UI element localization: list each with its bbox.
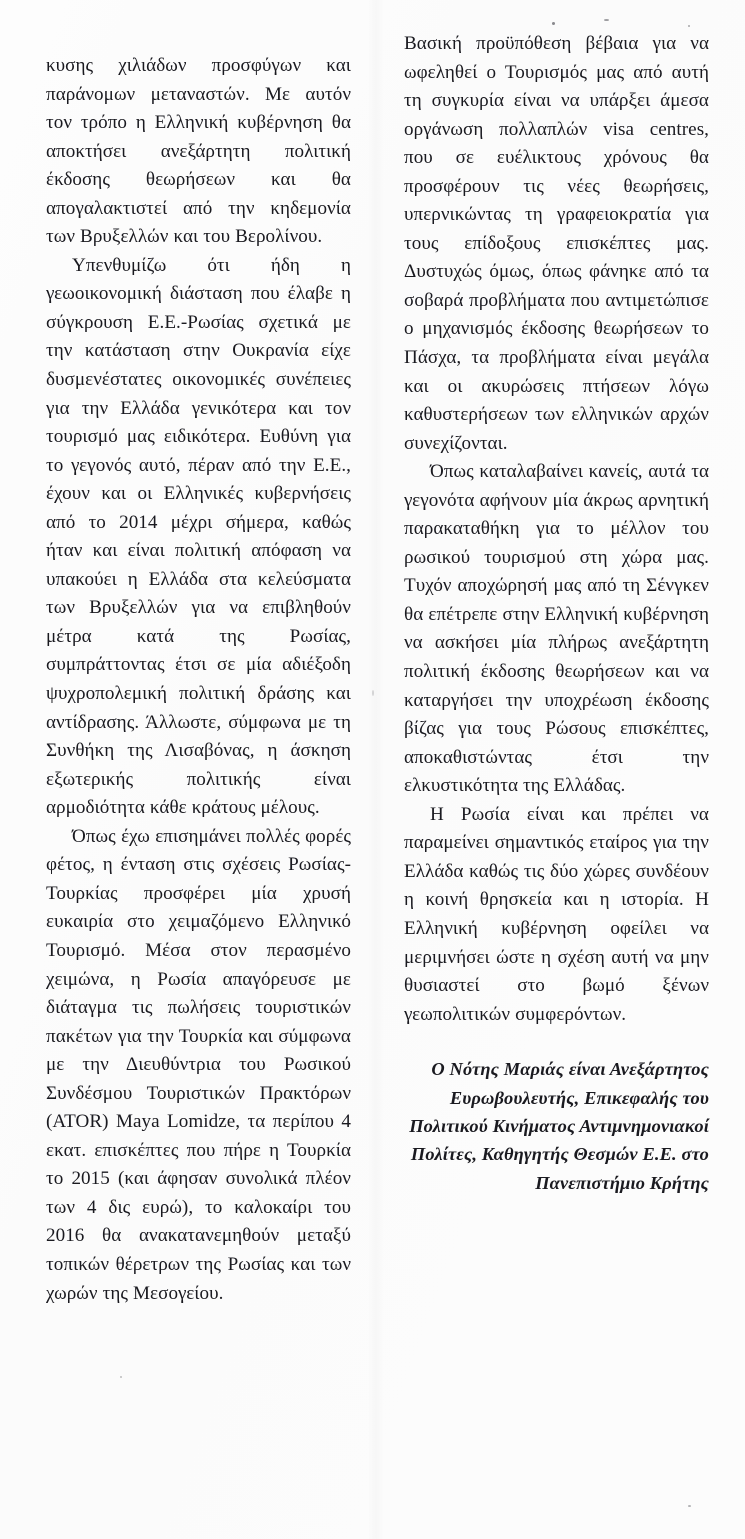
paragraph: Όπως καταλαβαίνει κανείς, αυτά τα γεγονότα αφήνουν μία άκρως αρνητική παρακαταθήκη για το μέλλον του ρωσικού τουρισμού στη χώρα μας. Τυχόν αποχώρησή μας από τη Σένγκεν θα επέτρεπε στην Ελληνική κυβέρνηση να ασκήσει μία πλήρως ανεξάρτητη πολιτική έκδοσης θεωρήσεων και να καταργήσει την υποχρέωση έκδοσης βίζας για τους Ρώσους επισκέπτες, αποκαθιστώντας έτσι την ελκυστικότητα της Ελλάδας.: [404, 461, 709, 797]
paragraph: Βασική προϋπόθεση βέβαια για να ωφεληθεί ο Τουρισμός μας από αυτή τη συγκυρία είναι να υπάρξει άμεσα οργάνωση πολλαπλών visa centres, που σε ευέλικτους χρόνους θα προσφέρουν τις νέες θεωρήσεις, υπερνικώντας τη γραφειοκρατία για τους επίδοξους επισκέπτες μας. Δυστυχώς όμως, όπως φάνηκε από τα σοβαρά προβλήματα που αντιμετώπισε ο μηχανισμός έκδοσης θεωρήσεων το Πάσχα, τα προβλήματα είναι μεγάλα και οι ακυρώσεις πτήσεων λόγω καθυστερήσεων των ελληνικών αρχών συνεχίζονται.: [404, 33, 709, 454]
left-column: [46, 52, 351, 1308]
paragraph: Υπενθυμίζω ότι ήδη η γεωοικονομική διάσταση που έλαβε η σύγκρουση Ε.Ε.-Ρωσίας σχετικά με την κατάσταση στην Ουκρανία είχε δυσμενέστατες οικονομικές συνέπειες για την Ελλάδα γενικότερα και τον τουρισμό μας ειδικότερα. Ευθύνη για το γεγονός αυτό, πέραν από την Ε.Ε., έχουν και οι Ελληνικές κυβερνήσεις από το 2014 μέχρι σήμερα, καθώς ήταν και είναι πολιτική απόφαση να υπακούει η Ελλάδα στα κελεύσματα των Βρυξελλών για να επιβληθούν μέτρα κατά της Ρωσίας, συμπράττοντας έτσι σε μία αδιέξοδη ψυχροπολεμική πολιτική δράσης και αντίδρασης. Άλλωστε, σύμφωνα με τη Συνθήκη της Λισαβόνας, η άσκηση εξωτερικής πολιτικής είναι αρμοδιότητα κάθε κράτους μέλους.: [46, 254, 351, 819]
paragraph: Όπως έχω επισημάνει πολλές φορές φέτος, η ένταση στις σχέσεις Ρωσίας-Τουρκίας προσφέρει μία χρυσή ευκαιρία στο χειμαζόμενο Ελληνικό Τουρισμό. Μέσα στον περασμένο χειμώνα, η Ρωσία απαγόρευσε με διάταγμα τις πωλήσεις τουριστικών πακέτων για την Τουρκία και σύμφωνα με την Διευθύντρια του Ρωσικού Συνδέσμου Τουριστικών Πρακτόρων (ATOR) Maya Lomidze, τα περίπου 4 εκατ. επισκέπτες που πήρε η Τουρκία το 2015 (και άφησαν συνολικά πλέον των 4 δις ευρώ), το καλοκαίρι του 2016 θα ανακατανεμηθούν μεταξύ τοπικών θέρετρων της Ρωσίας και των χωρών της Μεσογείου.: [46, 825, 351, 1304]
author-bio: Ο Νότης Μαριάς είναι Ανεξάρτητος Ευρωβουλευτής, Επικεφαλής του Πολιτικού Κινήματος Αντιμνημονιακοί Πολίτες, Καθηγητής Θεσμών Ε.Ε. στο Πανεπιστήμιο Κρήτης: [409, 1059, 709, 1193]
right-column: [404, 30, 709, 1197]
paragraph: Η Ρωσία είναι και πρέπει να παραμείνει σημαντικός εταίρος για την Ελλάδα καθώς τις δύο χώρες συνδέουν η κοινή θρησκεία και η ιστορία. Η Ελληνική κυβέρνηση οφείλει να μεριμνήσει ώστε η σχέση αυτή να μην θυσιαστεί στο βωμό ξένων γεωπολιτικών συμφερόντων.: [404, 803, 709, 1025]
paragraph: κυσης χιλιάδων προσφύγων και παράνομων μεταναστών. Με αυτόν τον τρόπο η Ελληνική κυβέρνηση θα αποκτήσει ανεξάρτητη πολιτική έκδοσης θεωρήσεων και θα απογαλακτιστεί από την κηδεμονία των Βρυξελλών και του Βερολίνου.: [46, 55, 351, 248]
